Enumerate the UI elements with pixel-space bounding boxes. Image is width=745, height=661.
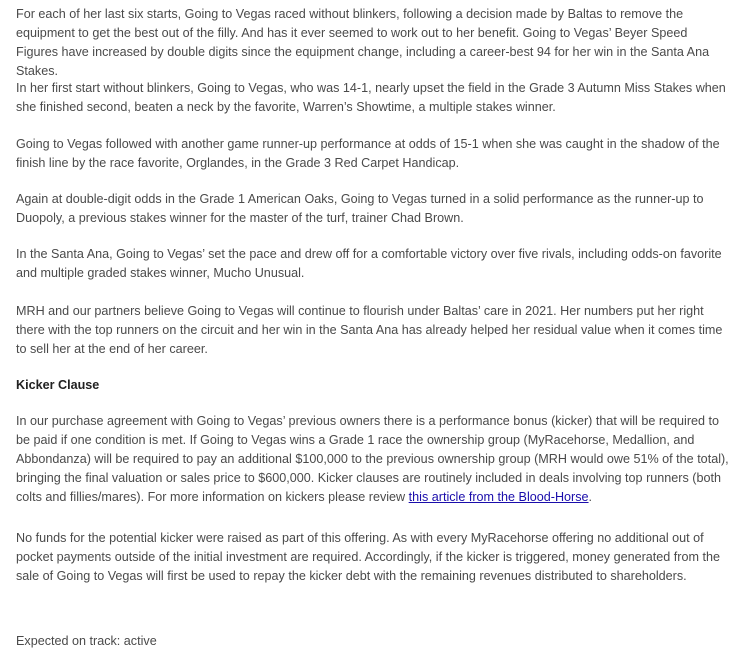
- paragraph-kicker-clause: [16, 412, 732, 507]
- blood-horse-article-link[interactable]: this article from the Blood-Horse: [408, 490, 589, 504]
- paragraph-blinkers: For each of her last six starts, Going to Vegas raced without blinkers, following a decision made by Baltas to remove the equipment to get the best out of the filly. And has it ever seemed to work out to her benefit. Going to Vegas’ Beyer Speed Figures have increased by double digits since the equipment change, including a career-best 94 for her win in the Santa Ana Stakes.: [16, 7, 710, 78]
- kicker-paragraph-text: In our purchase agreement with Going to Vegas’ previous owners there is a performance bonus (kicker) that will be required to be paid if one condition is met. If Going to Vegas wins a Grade 1 race the ownership group (MyRacehorse, Medallion, and Abbondanza) will be required to pay an additional $100,000 to the previous ownership group (MRH would owe 51% of the total), bringing the final valuation or sales price to $600,000. Kicker clauses are routinely included in deals involving top runners (both colts and fillies/mares). For more information on kickers please review: [16, 414, 729, 504]
- paragraph-american-oaks: Again at double-digit odds in the Grade 1 American Oaks, Going to Vegas turned in a solid performance as the runner-up to Duopoly, a previous stakes winner for the master of the turf, trainer Chad Brown.: [16, 192, 704, 225]
- paragraph-first-start: In her first start without blinkers, Going to Vegas, who was 14-1, nearly upset the field in the Grade 3 Autumn Miss Stakes when she finished second, beaten a neck by the favorite, Warren’s Showtime, a multiple stakes winner.: [16, 81, 726, 114]
- paragraph-mrh-partners: MRH and our partners believe Going to Vegas will continue to flourish under Baltas’ care in 2021. Her numbers put her right there with the top runners on the circuit and her win in the Santa Ana has already helped her residual value when it comes time to sell her at the end of her career.: [16, 304, 723, 356]
- paragraph-kicker-funds: No funds for the potential kicker were raised as part of this offering. As with every MyRacehorse offering no additional out of pocket payments outside of the initial investment are required. Accordingly, if the kicker is triggered, money generated from the sale of Going to Vegas will first be used to repay the kicker debt with the remaining revenues distributed to shareholders.: [16, 531, 720, 583]
- paragraph-runner-up: Going to Vegas followed with another game runner-up performance at odds of 15-1 when she was caught in the shadow of the finish line by the race favorite, Orglandes, in the Grade 3 Red Carpet Handicap.: [16, 137, 720, 170]
- paragraph-santa-ana: In the Santa Ana, Going to Vegas’ set the pace and drew off for a comfortable victory over five rivals, including odds-on favorite and multiple graded stakes winner, Mucho Unusual.: [16, 247, 722, 280]
- kicker-paragraph-end: .: [588, 490, 593, 504]
- expected-on-track-status: Expected on track: active: [16, 634, 157, 648]
- kicker-clause-heading: Kicker Clause: [16, 378, 100, 392]
